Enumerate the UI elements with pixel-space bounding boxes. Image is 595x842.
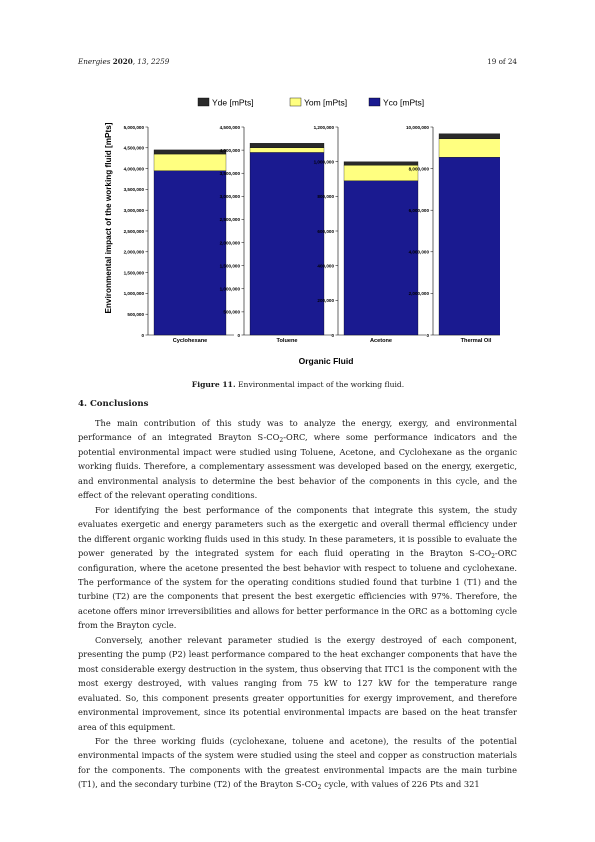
bar-segment [154, 150, 226, 154]
y-tick-label: 4,000,000 [123, 166, 144, 172]
bar-segment [344, 181, 418, 335]
legend-swatch [369, 98, 380, 106]
y-tick-label: 4,500,000 [123, 145, 144, 151]
y-tick-label: 10,000,000 [406, 124, 429, 130]
subscript: 2 [317, 784, 322, 792]
legend-label: Yco [mPts] [383, 97, 425, 108]
figure-label: Figure 11. [191, 380, 236, 389]
bar-segment [439, 134, 500, 139]
y-tick-label: 6,000,000 [408, 208, 429, 213]
bar-segment [344, 165, 418, 181]
conclusions-body [78, 416, 517, 792]
stacked-bar-chart [100, 94, 500, 372]
x-category-label: Acetone [369, 338, 393, 344]
y-tick-label: 5,000,000 [123, 124, 144, 130]
bar-segment [154, 154, 226, 171]
subscript: 2 [491, 553, 495, 561]
journal-volume: , 13, 2259 [132, 57, 170, 66]
y-tick-label: 0 [426, 332, 429, 338]
y-tick-label: 0 [237, 332, 240, 338]
page-number: 19 of 24 [487, 57, 517, 66]
y-tick-label: 3,500,000 [219, 171, 240, 177]
figure-caption [78, 380, 518, 389]
y-tick-label: 3,500,000 [123, 187, 144, 193]
y-tick-label: 200,000 [317, 298, 334, 304]
bar-segment [439, 139, 500, 157]
y-tick-label: 8,000,000 [408, 166, 429, 172]
y-tick-label: 3,000,000 [123, 208, 144, 213]
bar-segment [154, 171, 226, 335]
x-axis-label: Organic Fluid [298, 356, 354, 366]
text-run: -ORC configuration, where the acetone presented the best behavior with respect to toluene and cyclohexane. The performance of the system for the operating conditions studied found that turbine 1 (T1) and the turbine (T2) are the components that present the best exergetic efficiencies with 97%. Therefore, the acetone offers minor irreversibilities and allows for better performance in the ORC as a bottoming cycle from the Brayton cycle. [78, 548, 517, 631]
text-run: For the three working fluids (cyclohexane, toluene and acetone), the results of the potential environmental impacts of the system were studied using the steel and copper as construction materials for the components. The components with the greatest environmental impacts are the main turbine (T1), and the secondary turbine (T2) of the Brayton S-CO [78, 735, 517, 790]
y-tick-label: 2,500,000 [219, 217, 240, 223]
text-run: For identifying the best performance of the components that integrate this system, the study evaluates exergetic and energy parameters such as the exergetic and overall thermal efficiency under the different organic working fluids used in this study. In these parameters, it is possible to evaluate the power generated by the integrated system for each fluid operating in the Brayton S-CO [78, 504, 517, 559]
bar-segment [439, 157, 500, 335]
figure-caption-text: Environmental impact of the working fluid. [235, 380, 405, 389]
bar-segment [250, 148, 324, 153]
y-tick-label: 2,000,000 [219, 240, 240, 246]
y-tick-label: 500,000 [223, 309, 240, 315]
legend-label: Yde [mPts] [212, 97, 254, 108]
bar-segment [250, 152, 324, 335]
y-tick-label: 600,000 [317, 228, 334, 234]
y-tick-label: 4,500,000 [219, 124, 240, 130]
y-tick-label: 800,000 [317, 194, 334, 200]
subscript: 2 [279, 437, 284, 445]
y-tick-label: 1,500,000 [219, 263, 240, 269]
text-run: cycle, with values of 226 Pts and 321 [321, 779, 480, 790]
x-category-label: Thermal Oil [460, 338, 492, 344]
y-tick-label: 2,000,000 [123, 249, 144, 255]
x-category-label: Toluene [276, 338, 298, 344]
y-tick-label: 4,000,000 [408, 249, 429, 255]
y-tick-label: 1,200,000 [313, 124, 334, 130]
bar-segment [344, 162, 418, 165]
journal-citation [78, 57, 169, 66]
legend-swatch [290, 98, 301, 106]
section-title: 4. Conclusions [78, 399, 149, 409]
y-tick-label: 1,000,000 [123, 291, 144, 297]
y-axis-label: Environmental impact of the working fluid [mPts] [104, 122, 113, 314]
y-tick-label: 1,000,000 [219, 286, 240, 292]
y-tick-label: 2,000,000 [408, 291, 429, 297]
page-header [78, 57, 517, 69]
y-tick-label: 400,000 [317, 263, 334, 269]
journal-year: 2020 [112, 57, 133, 66]
y-tick-label: 2,500,000 [123, 228, 144, 234]
figure-11-chart [100, 94, 500, 372]
y-tick-label: 4,000,000 [219, 147, 240, 153]
y-tick-label: 1,000,000 [313, 159, 334, 165]
y-tick-label: 1,500,000 [123, 270, 144, 276]
paragraph [78, 633, 517, 734]
y-tick-label: 3,000,000 [219, 194, 240, 200]
bar-segment [250, 143, 324, 148]
legend-label: Yom [mPts] [304, 97, 348, 108]
paragraph [78, 416, 517, 503]
paragraph [78, 734, 517, 792]
x-category-label: Cyclohexane [172, 338, 208, 344]
text-run: -ORC, where some performance indicators and the potential environmental impact were studied using Toluene, Acetone, and Cyclohexane as the organic working fluids. Therefore, a complementary assessment was developed based on the energy, exergetic, and environmental analysis to determine the best behavior of the components in this cycle, and the effect of the relevant operating conditions. [78, 432, 518, 501]
y-tick-label: 0 [141, 332, 144, 338]
y-tick-label: 500,000 [127, 312, 144, 317]
text-run: Conversely, another relevant parameter studied is the exergy destroyed of each component, presenting the pump (P2) least performance compared to the heat exchanger components that have the most considerable exergy destruction in the system, thus observing that ITC1 is the component with the most exergy destroyed, with values ranging from 75 kW to 127 kW for the temperature range evaluated. So, this component presents greater opportunities for exergy improvement, and therefore environmental improvement, since its potential environmental impacts are based on the heat transfer area of this equipment. [78, 634, 517, 732]
paragraph [78, 503, 517, 633]
text-run: The main contribution of this study was to analyze the energy, exergy, and environmental performance of an integrated Brayton S-CO [78, 418, 517, 443]
journal-name: Energies [78, 57, 111, 66]
legend-swatch [198, 98, 209, 106]
y-tick-label: 0 [331, 332, 334, 338]
